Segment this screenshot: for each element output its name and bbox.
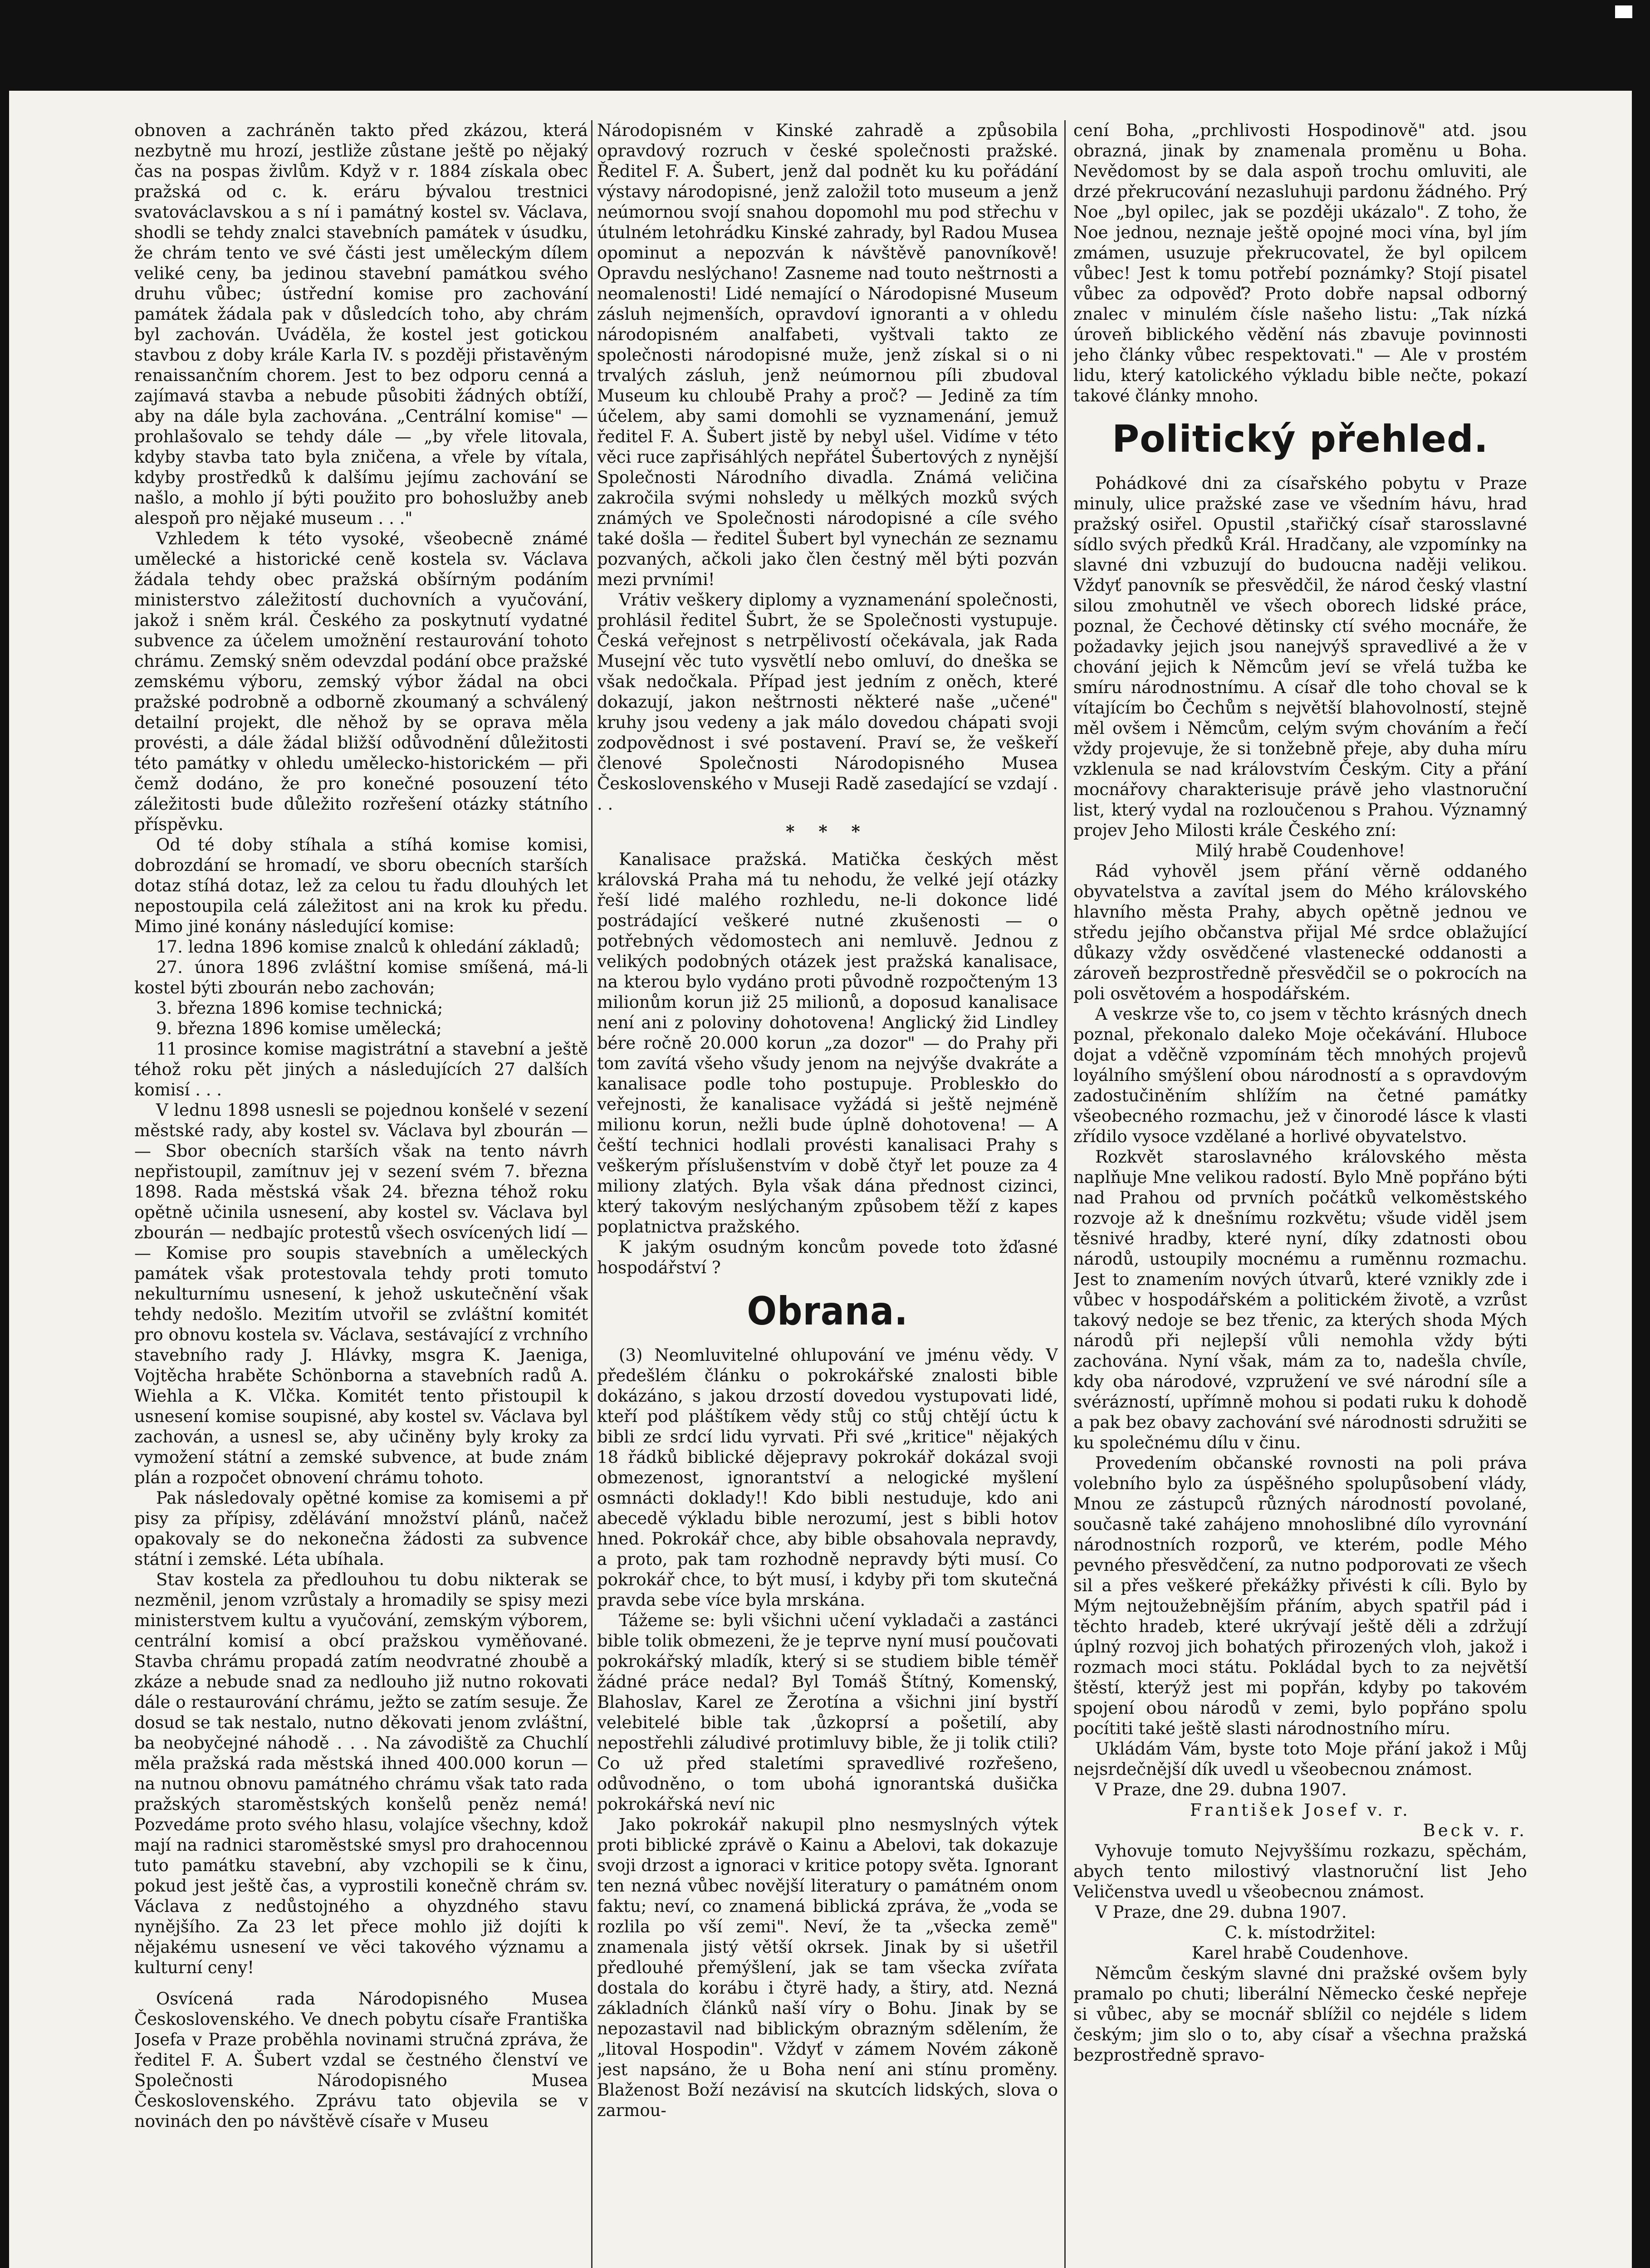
article-paragraph: Pak následovaly opětné komise za komisemi a př pisy za přípisy, zdělávání množství plánů, načež opakovaly se do nekonečna žádosti za subvence státní i zemské. Léta ubíhala. [134,1488,588,1569]
article-paragraph: Němcům českým slavné dni pražské ovšem byly pramalo po chuti; liberální Německo české nepřeje si vůbec, aby se mocnář sblížil co nejdéle s lidem českým; jim slo o to, aby císař a všechna pražská bezprostředně spravo- [1073,1964,1527,2065]
scan-border-top [0,0,1650,91]
article-paragraph: K jakým osudným koncům povede toto žďasné hospodářství ? [597,1237,1058,1277]
governor-name: Karel hrabě Coudenhove. [1191,1943,1409,1963]
article-paragraph: (3) Neomluvitelné ohlupování ve jménu vědy. V předešlém článku o pokrokářské znalosti bible dokázáno, s jakou drzostí dovedou vystupovati lidé, kteří pod pláštíkem vědy stůj co stůj chtějí úctu k bibli ze srdcí lidu vyrvati. Při své „kritice" nějakých 18 řádků biblické dějepravy pokrokář dokázal svoji obmezenost, ignorantství a nelogické myšlení osmnácti doklady!! Kdo bibli nestuduje, kdo ani abecedě výkladu bible nerozumí, jest s bibli hotov hned. Pokrokář chce, aby bible obsahovala nepravdy, a proto, pak tam rozhodně nepravdy býti musí. Co pokrokář chce, to být musí, i kdyby při tom skutečná pravda sebe více byla mrskána. [597,1345,1058,1610]
commission-list [134,937,588,1100]
article-paragraph: Provedením občanské rovnosti na poli práva volebního bylo za úspěšného spolupůsobení vlády, Mnou ze zástupců různých národností povolané, současně také zahájeno mnohoslibné dílo vyrovnání národnostních rozporů, ve kterém, podle Mého pevného přesvědčení, za nutno podporovati ze všech sil a přes veškeré překážky přivésti k cíli. Bylo by Mým nejtoužebnějším přáním, abych spatřil pád i těchto hradeb, které ukrývají ještě děli a zdržují úplný rozvoj jich bohatých přirozených vloh, jakož i rozmach moci státu. Pokládal bych to za největší štěstí, kterýž jest mi popřán, kdyby po takovém spojení obou národů v zemi, bylo popřáno spolu pocítiti také ještě slasti národnostního míru. [1073,1453,1527,1738]
article-paragraph: Kanalisace pražská. Matička českých měst královská Praha má tu nehodu, že velké její otázky řeší lidé malého rozhledu, ne-li dokonce lidé postrádající veškeré nutné zkušenosti — o potřebných vědomostech ani nemluvě. Jednou z velikých podobných otázek jest pražská kanalisace, na kterou bylo vydáno proti původně rozpočteným 13 milionům korun již 25 milionů, a doposud kanalisace není ani z poloviny dohotovena! Anglický žid Lindley bére ročně 20.000 korun „za dozor" — do Prahy při tom zavítá všeho všudy jenom na nejvýše dvakráte a kanalisace podle toho postupuje. Probleskło do veřejnosti, že kanalisace vyžádá si ještě nejméně milionu korun, nežli bude úplně dohotovena! — A čeští technici hodlali provésti kanalisaci Prahy s veškerým příslušenstvím v době čtyř let pouze za 4 miliony zlatých. Byla však dána přednost cizinci, který takovým neslýchaným způsobem těží z kapes poplatnictva pražského. [597,850,1058,1237]
article-paragraph: Tážeme se: byli všichni učení vykladači a zastánci bible tolik obmezeni, že je teprve nyní musí poučovati pokrokářský mladík, který si se studiem bible téměř žádné práce nedal? Byl Tomáš Štítný, Komenský, Blahoslav, Karel ze Žerotína a všichni jiní bystří velebitelé bible tak ,ůzkoprsí a pošetilí, aby nepostřehli záludivé protimluvy bible, že ji tolik ctili? Co už před staletími spravedlivé rozřešeno, odůvodněno, o tom ubohá ignorantská dušička pokrokářská neví nic [597,1611,1058,1814]
article-paragraph: Pohádkové dni za císařského pobytu v Praze minuly, ulice pražské zase ve všedním hávu, hrad pražský osiřel. Opustil ,stařičký císař starosslavné sídlo svých předků Král. Hradčany, ale vzpomínky na slavné dni vzbuzují do budoucna naději velikou. Vždyť panovník se přesvědčil, že národ český vlastní silou zmohutněl ve všech oborech lidské práce, poznal, že Čechové dětinsky ctí svého mocnáře, že požadavky jejich jsou nanejvýš spravedlivé a že v chování jejich k Němcům jeví se vřelá tužba ke smíru národnostnímu. A císař dle toho choval se k vítajícím bo Čechům s největší blahovolností, stejně měl ovšem i Němcům, celým svým chováním a řečí vždy projevuje, že si tonžebně přeje, aby duha míru vzklenula se nad královstvím Českým. City a přání mocnářovy charakterisuje právě jeho vlastnoruční list, který vydal na rozloučenou s Prahou. Významný projev Jeho Milosti krále Českého zní: [1073,474,1527,840]
article-paragraph: Od té doby stíhala a stíhá komise komisi, dobrozdání se hromadí, ve sboru obecních starších dotaz stíhá dotaz, lež za celou tu řadu dlouhých let nepostoupila celá záležitost ani na krok ku předu. Mimo jiné konány následující komise: [134,835,588,936]
announcement-date: V Praze, dne 29. dubna 1907. [1095,1902,1347,1922]
article-paragraph: Stav kostela za předlouhou tu dobu nikterak se nezměnil, jenom vzrůstaly a hromadily se spisy mezi ministerstvem kultu a vyučování, zemským výborem, centrální komisí a obcí pražskou vyměňované. Stavba chrámu propadá zatím neodvratné zhoubě a zkáze a nebude snad za nedlouho již nutno rokovati dále o restaurování chrámu, ježto se zatím sesuje. Že dosud se tak nestalo, nutno děkovati jenom zvláštní, ba neobyčejné náhodě . . . Na závodiště za Chuchlí měla pražská rada městská ihned 400.000 korun — na nutnou obnovu památného chrámu však tato rada pražských staroměstských konšelů peněz nemá! Pozvedáme proto svého hlasu, volajíce všechny, kdož mají na radnici staroměstské smysl pro drahocennou tuto památku stavební, aby vzchopili se k činu, pokud jest ještě čas, a vyprostili konečně chrám sv. Václava z nedůstojného a ohyzdného stavu nynějšího. Za 23 let přece mohlo již dojíti k nějakému usnesení ve věci takového významu a kulturní ceny! [134,1570,588,1977]
article-paragraph: A veskrze vše to, co jsem v těchto krásných dnech poznal, překonalo daleko Moje očekávání. Hluboce dojat a vděčně vzpomínám těch mnohých projevů loyálního smýšlení obou národností a s opravdovým zadostučiněním shlížím na četné památky všeobecného rozmachu, jež v činorodé lásce k vlasti zřídilo vysoce vzdělané a horlivé obyvatelstvo. [1073,1004,1527,1146]
section-heading: Politický přehled. [1112,418,1488,461]
section-separator: * * * [786,821,869,841]
article-paragraph: Ukládám Vám, byste toto Moje přání jakož i Můj nejsrdečnější dík uvedl u všeobecnou známost. [1073,1739,1527,1779]
article-paragraph: Jako pokrokář nakupil plno nesmyslných výtek proti biblické zprávě o Kainu a Abelovi, tak dokazuje svoji drzost a ignoraci v kritice potopy světa. Ignorant ten nezná vůbec novější literatury o památném onom faktu; neví, co znamená biblická zpráva, že „voda se rozlila po vší zemi". Neví, že ta „všecka země" znamenala jistý větší okrsek. Jinak by si ušetřil předlouhé přemýšlení, jak se tam všecka zvířata dostala do korábu i čtyrë hady, a štiry, atd. Nezná základních článků naší víry o Bohu. Jinak by se nepozastavil nad biblickým obrazným sdělením, že „litoval Hospodin". Vždyť v zámem Novém zákoně jest napsáno, že u Boha není ani stínu proměny. Blaženost Boží nezávisí na skutcích lidských, slova o zarmou- [597,1815,1058,2120]
article-paragraph: Osvícená rada Národopisného Musea Československého. Ve dnech pobytu císaře Františka Josefa v Praze proběhla novinami stručná zpráva, že ředitel F. A. Šubert vzdal se čestného členství ve Společnosti Národopisného Musea Československého. Zprávu tato objevila se v novinách den po návštěvě císaře v Museu [134,1989,588,2131]
list-item: 17. ledna 1896 komise znalců k ohledání základů; [156,937,580,957]
letter-salutation: Milý hrabě Coudenhove! [1195,841,1405,860]
letter-countersignature: Beck v. r. [1423,1821,1527,1840]
column-rule-2 [1064,120,1066,2268]
list-item: 11 prosince komise magistrátní a stavební a ještě téhož roku pět jiných a následujících 27 dalších komisí . . . [134,1039,588,1100]
scan-border-left [0,0,9,2268]
letter-date: V Praze, dne 29. dubna 1907. [1095,1780,1347,1799]
article-paragraph: cení Boha, „prchlivosti Hospodinově" atd. jsou obrazná, jinak by znamenala proměnu u Boha. Nevědomost by se dala aspoň trochu omluviti, ale drzé překrucování nezasluhuji pardonu žádného. Prý Noe „byl opilec, jak se později ukázalo". Z toho, že Noe jednou, neznaje ještě opojné moci vína, byl jím zmámen, usuzuje překrucovatel, že byl opilcem vůbec! Jest k tomu potřebí poznámky? Stojí pisatel vůbec za odpověď? Proto dobře napsal odborný znalec v minulém čísle našeho listu: „Tak nízká úroveň biblického vědění nás zbavuje povinnosti jeho články vůbec respektovati." — Ale v prostém lidu, který katolického výkladu bible nečte, pokazí takové články mnoho. [1073,121,1527,406]
article-paragraph: Vrátiv veškery diplomy a vyznamenání společnosti, prohlásil ředitel Šubrt, že se Společnosti vystupuje. Česká veřejnost s netrpělivostí očekávala, jak Rada Musejní věc tuto vysvětlí nebo omluví, do dneška se však nedočkala. Případ jest jedním z oněch, které dokazují, jakon neštrnosti některé naše „učené" kruhy jsou vedeny a jak málo dovedou chápati svoji zodpovědnost i své postavení. Praví se, že veškeří členové Společnosti Národopisného Musea Československého v Museji Radě zasedající se vzdají . . . [597,590,1058,814]
article-paragraph: V lednu 1898 usnesli se pojednou konšelé v sezení městské rady, aby kostel sv. Václava byl zbourán — — Sbor obecních starších však na tento návrh nepřistoupil, zamítnuv jej v sezení svém 7. března 1898. Rada městská však 24. března téhož roku opětně učinila usnesení, aby kostel sv. Václava byl zbourán — nedbajíc protestů všech osvícených lidí — — Komise pro soupis stavebních a uměleckých památek však protestovala tehdy proti tomuto nekulturnímu usnesení, k jehož uskutečnění však tehdy nedošlo. Mezitím utvořil se zvláštní komitét pro obnovu kostela sv. Václava, sestávající z vrchního stavebního rady J. Hlávky, msgra K. Jaeniga, Vojtěcha hraběte Schönborna a stavebních radů A. Wiehla a K. Vlčka. Komitét tento přistoupil k usnesení komise soupisné, aby kostel sv. Václava byl zachován, a usnesl se, aby učiněny byly kroky za vymožení státní a zemské subvence, at bude znám plán a rozpočet obnovení chrámu tohoto. [134,1100,588,1487]
article-paragraph: Rád vyhověl jsem přání věrně oddaného obyvatelstva a zavítal jsem do Mého královského hlavního města Prahy, abych opětně jednou ve středu jejího občanstva přijal Mé srdce oblažující důkazy vždy osvědčené vlastenecké oddanosti a zároveň bezprostředně přesvědčil se o pokrocích na poli osvětovém a hospodářském. [1073,861,1527,1003]
column-1 [134,120,588,2268]
column-rule-1 [591,120,592,2268]
article-paragraph: obnoven a zachráněn takto před zkázou, která nezbytně mu hrozí, jestliže zůstane ještě po nějaký čas na pospas živlům. Když v r. 1884 získala obec pražská od c. k. eráru bývalou trestnici svatováclavskou a s ní i památný kostel sv. Václava, shodli se tehdy znalci stavebních památek v úsudku, že chrám tento ve své části jest uměleckým dílem veliké ceny, ba jedinou stavební památkou svého druhu vůbec; ústřední komise pro zachování památek žádala pak v důsledcích toho, aby chrám byl zachován. Uváděla, že kostel jest gotickou stavbou z doby krále Karla IV. s později přistavěným renaissančním chorem. Jest to bez odporu cenná a zajímavá stavba a nebude působiti žádných obtíží, aby na dále byla zachována. „Centrální komise" — prohlašovalo se tehdy dále — „by vřele litovala, kdyby stavba tato byla zničena, a vřele by vítala, kdyby prostředků k dalšímu jejímu zachování se našlo, a mohlo jí býti použito pro bohoslužby aneb alespoň pro nějaké museum . . ." [134,121,588,528]
section-heading: Obrana. [747,1289,908,1334]
list-item: 3. března 1896 komise technická; [156,998,443,1018]
column-3 [1073,120,1527,2268]
article-paragraph: Rozkvět staroslavného královského města naplňuje Mne velikou radostí. Bylo Mně popřáno býti nad Prahou od prvních počátků velkoměstského rozvoje až k dnešnímu rozkvětu; všude viděl jsem těsnivé hradby, které nyní, díky zdatnosti obou národů, ustoupily mocnému a ruměnnu rozmachu. Jest to znamením nových útvarů, které vznikly zde i vůbec v hospodářském a politickém životě, a vzrůst takový nedoje se bez třenic, za kterých shoda Mých národů při nejlepší vůli nemohla vždy býti zachována. Nyní však, mám za to, nadešla chvíle, kdy oba národové, vzpružení ve své národní síle a svérázností, upřímně mohou si podati ruku k dohodě a pak bez obavy zachování své národnosti sdružiti se ku společnému dílu v činu. [1073,1147,1527,1452]
scan-border-right [1632,0,1650,2268]
scan-corner-mark [1615,5,1632,18]
list-item: 27. února 1896 zvláštní komise smíšená, má-li kostel býti zbourán nebo zachován; [134,958,588,997]
list-item: 9. března 1896 komise umělecká; [156,1019,442,1038]
article-paragraph: Národopisném v Kinské zahradě a způsobila opravdový rozruch v české společnosti pražské. Ředitel F. A. Šubert, jenž dal podnět ku ku pořádání výstavy národopisné, jenž založil toto museum a jenž neúmornou svojí snahou dopomohl mu pod střechu v útulném letohrádku Kinské zahrady, byl Radou Musea opominut a nepozván k návštěvě panovníkově! Opravdu neslýchano! Zasneme nad touto neštrnosti a neomalenosti! Lidé nemající o Národopisné Museum zásluh nejmenších, opravdoví ignoranti a v ohledu národopisném analfabeti, vyštvali takto ze společnosti národopisné muže, jenž získal si o ni trvalých zásluh, jenž neúmornou píli zbudoval Museum ku chloubě Prahy a proč? — Jedině za tím účelem, aby sami domohli se vyznamenání, jemuž ředitel F. A. Šubert jistě by nebyl ušel. Vidíme v této věci ruce zapřisáhlých nepřátel Šubertových z nynější Společnosti Národního divadla. Známá veličina zakročila svými nohsledy u mělkých mozků svých známých ve Společnosti národopisné a cíle svého také došla — ředitel Šubert byl vynechán ze seznamu pozvaných, ačkoli jako člen čestný měl býti pozván mezi prvními! [597,121,1058,589]
letter-signature: František Josef v. r. [1190,1800,1410,1820]
article-paragraph: Vyhovuje tomuto Nejvyššímu rozkazu, spěchám, abych tento milostivý vlastnoruční list Jeho Veličenstva uvedl u všeobecnou známost. [1073,1841,1527,1901]
governor-title: C. k. místodržitel: [1224,1923,1376,1942]
column-2 [597,120,1058,2268]
article-paragraph: Vzhledem k této vysoké, všeobecně známé umělecké a historické ceně kostela sv. Václava žádala tehdy obec pražská obšírným podáním ministerstvo záležitostí duchovních a vyučování, jakož i sněm král. Českého za poskytnutí vydatné subvence za účelem umožnění restaurování tohoto chrámu. Zemský sněm odevzdal podání obce pražské zemskému výboru, zemský výbor žádal na obci pražské podrobně a odborně zkoumaný a schválený detailní projekt, dle něhož by se oprava měla provésti, a dále žádal bližší odůvodnění důležitosti této památky v ohledu umělecko-historickém — při čemž dodáno, že pro konečné posouzení této záležitosti bude důležito rozřešení otázky státního příspěvku. [134,529,588,834]
